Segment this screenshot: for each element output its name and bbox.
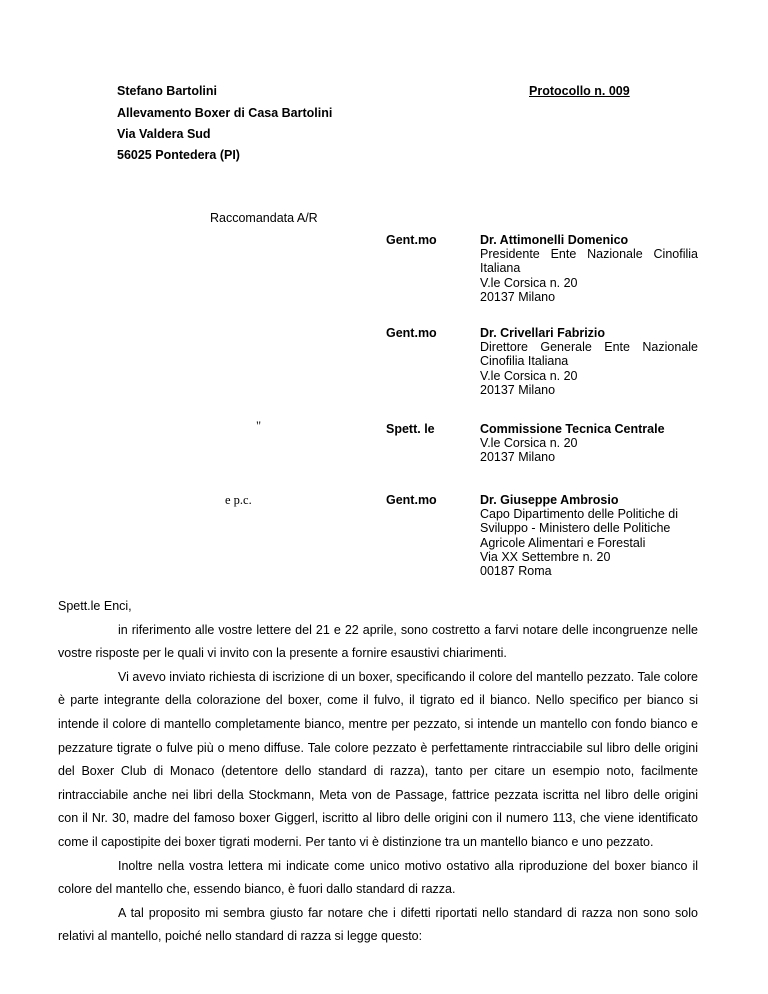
recipient-2-line-3: 20137 Milano [480, 382, 556, 397]
letter-body [58, 595, 698, 949]
recipient-4-salutation: Gent.mo [386, 493, 437, 507]
recipient-4-line-2: Via XX Settembre n. 20 [480, 549, 611, 564]
recipient-2-line-2: V.le Corsica n. 20 [480, 368, 578, 383]
recipient-4-name: Dr. Giuseppe Ambrosio [480, 493, 619, 507]
recipient-4-line-3: 00187 Roma [480, 564, 552, 579]
recipient-4-mark: e p.c. [225, 493, 252, 507]
sender-street: Via Valdera Sud [117, 127, 211, 141]
recipient-2-name: Dr. Crivellari Fabrizio [480, 326, 606, 340]
sender-kennel: Allevamento Boxer di Casa Bartolini [117, 106, 333, 120]
recipient-1-name: Dr. Attimonelli Domenico [480, 233, 629, 247]
recipient-3-salutation: Spett. le [386, 422, 435, 436]
recipient-1-line-2: V.le Corsica n. 20 [480, 275, 578, 290]
recipient-3-mark: " [256, 419, 262, 433]
recipient-1-line-3: 20137 Milano [480, 289, 556, 304]
recipient-2-salutation: Gent.mo [386, 326, 437, 340]
sender-name: Stefano Bartolini [117, 84, 218, 98]
letter-paragraph-3: Inoltre nella vostra lettera mi indicate come unico motivo ostativo alla riproduzione del boxer bianco il colore del mantello che, essendo bianco, è fuori dallo standard di razza. [58, 858, 698, 897]
letter-paragraph-4: A tal proposito mi sembra giusto far notare che i difetti riportati nello standard di razza non sono solo relativi al mantello, poiché nello standard di razza si legge questo: [58, 905, 698, 944]
recipient-1-salutation: Gent.mo [386, 233, 437, 247]
letter-paragraph-2: Vi avevo inviato richiesta di iscrizione di un boxer, specificando il colore del mantello pezzato. Tale colore è parte integrante della colorazione del boxer, come il fulvo, il tigrato ed il bianco. Nello specifico per bianco si intende il colore di mantello completamente bianco, mentre per pezzato, si intende un mantello con fondo bianco e pezzature tigrate o fulve più o meno diffuse. Tale colore pezzato è perfettamente rintracciabile sul libro delle origini del Boxer Club di Monaco (detentore dello standard di razza), tanto per citare un esempio noto, facilmente rintracciabile anche nei libri della Stockmann, Meta von de Passage, fattrice pezzata iscritta nel libro delle origini con il Nr. 30, madre del famoso boxer Giggerl, iscritto al libro delle origini con il numero 113, che viene identificato come il capostipite dei boxer tigrati moderni. Per tanto vi è distinzione tra un mantello bianco e uno pezzato. [58, 669, 698, 849]
letter-greeting: Spett.le Enci, [58, 599, 132, 613]
letter-paragraph-1: in riferimento alle vostre lettere del 21 e 22 aprile, sono costretto a farvi notare delle incongruenze nelle vostre risposte per le quali vi invito con la presente a fornire esaustivi chiarimenti. [58, 622, 698, 661]
recipient-4-address [480, 493, 698, 578]
recipient-3-line-2: 20137 Milano [480, 450, 556, 465]
recipient-1-line-1: Presidente Ente Nazionale Cinofilia Italiana [480, 247, 698, 276]
recipient-3-line-1: V.le Corsica n. 20 [480, 436, 578, 451]
delivery-method: Raccomandata A/R [210, 211, 318, 225]
recipient-4-line-1: Capo Dipartimento delle Politiche di Sviluppo - Ministero delle Politiche Agricole Alimentari e Forestali [480, 507, 679, 550]
protocol-number: Protocollo n. 009 [529, 84, 630, 98]
recipient-3-name: Commissione Tecnica Centrale [480, 422, 665, 436]
recipient-2-line-1: Direttore Generale Ente Nazionale Cinofilia Italiana [480, 340, 698, 369]
recipient-2-address [480, 326, 698, 397]
recipient-1-address [480, 233, 698, 304]
recipient-3-address [480, 422, 698, 465]
sender-city: 56025 Pontedera (PI) [117, 148, 240, 162]
